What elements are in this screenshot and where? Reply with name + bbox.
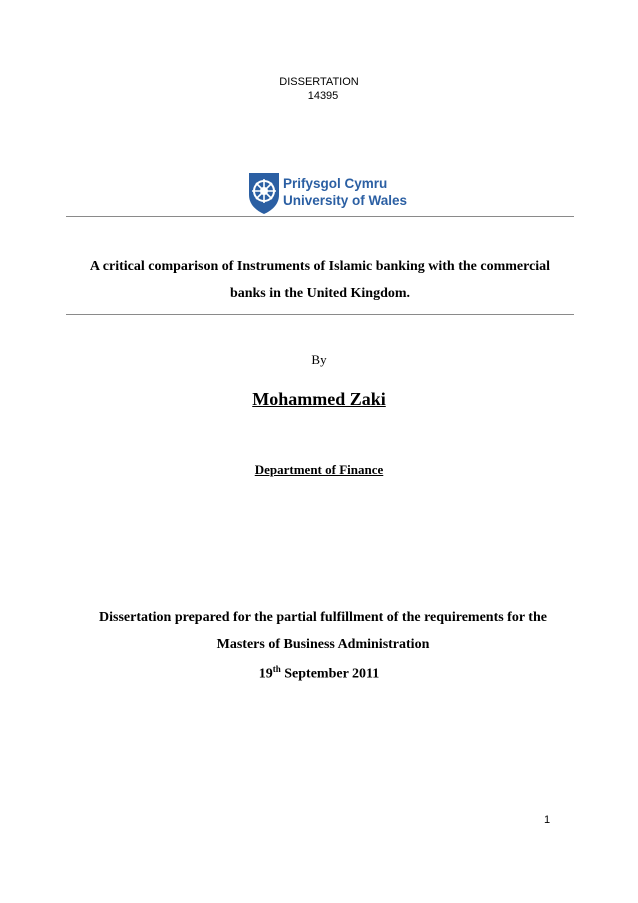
top-divider: [66, 216, 574, 217]
department-name: Department of Finance: [254, 462, 384, 477]
logo-line-welsh: Prifysgol Cymru: [283, 176, 388, 191]
title-line-2: banks in the United Kingdom.: [229, 286, 411, 301]
dissertation-code: 14395: [307, 90, 339, 102]
bottom-divider: [66, 314, 574, 315]
date-day-suffix: th: [272, 664, 281, 674]
dissertation-label: DISSERTATION: [279, 76, 359, 88]
university-emblem-icon: [246, 169, 282, 215]
date-month-year: September 2011: [284, 666, 380, 682]
prepared-line-2: Masters of Business Administration: [216, 637, 430, 652]
university-logo: [246, 169, 408, 217]
logo-line-english: University of Wales: [283, 193, 408, 208]
author-name: Mohammed Zaki: [252, 389, 386, 409]
title-line-1: A critical comparison of Instruments of Islamic banking with the commercial: [89, 259, 551, 274]
by-label: By: [311, 352, 327, 367]
prepared-statement: [70, 604, 576, 658]
prepared-line-1: Dissertation prepared for the partial fulfillment of the requirements for the: [99, 610, 547, 625]
logo-text: [283, 175, 407, 209]
header-block: [0, 75, 638, 103]
page-number: 1: [544, 814, 551, 826]
date-day: 19: [258, 666, 273, 682]
submission-date: [0, 664, 638, 683]
document-title: [66, 253, 574, 307]
